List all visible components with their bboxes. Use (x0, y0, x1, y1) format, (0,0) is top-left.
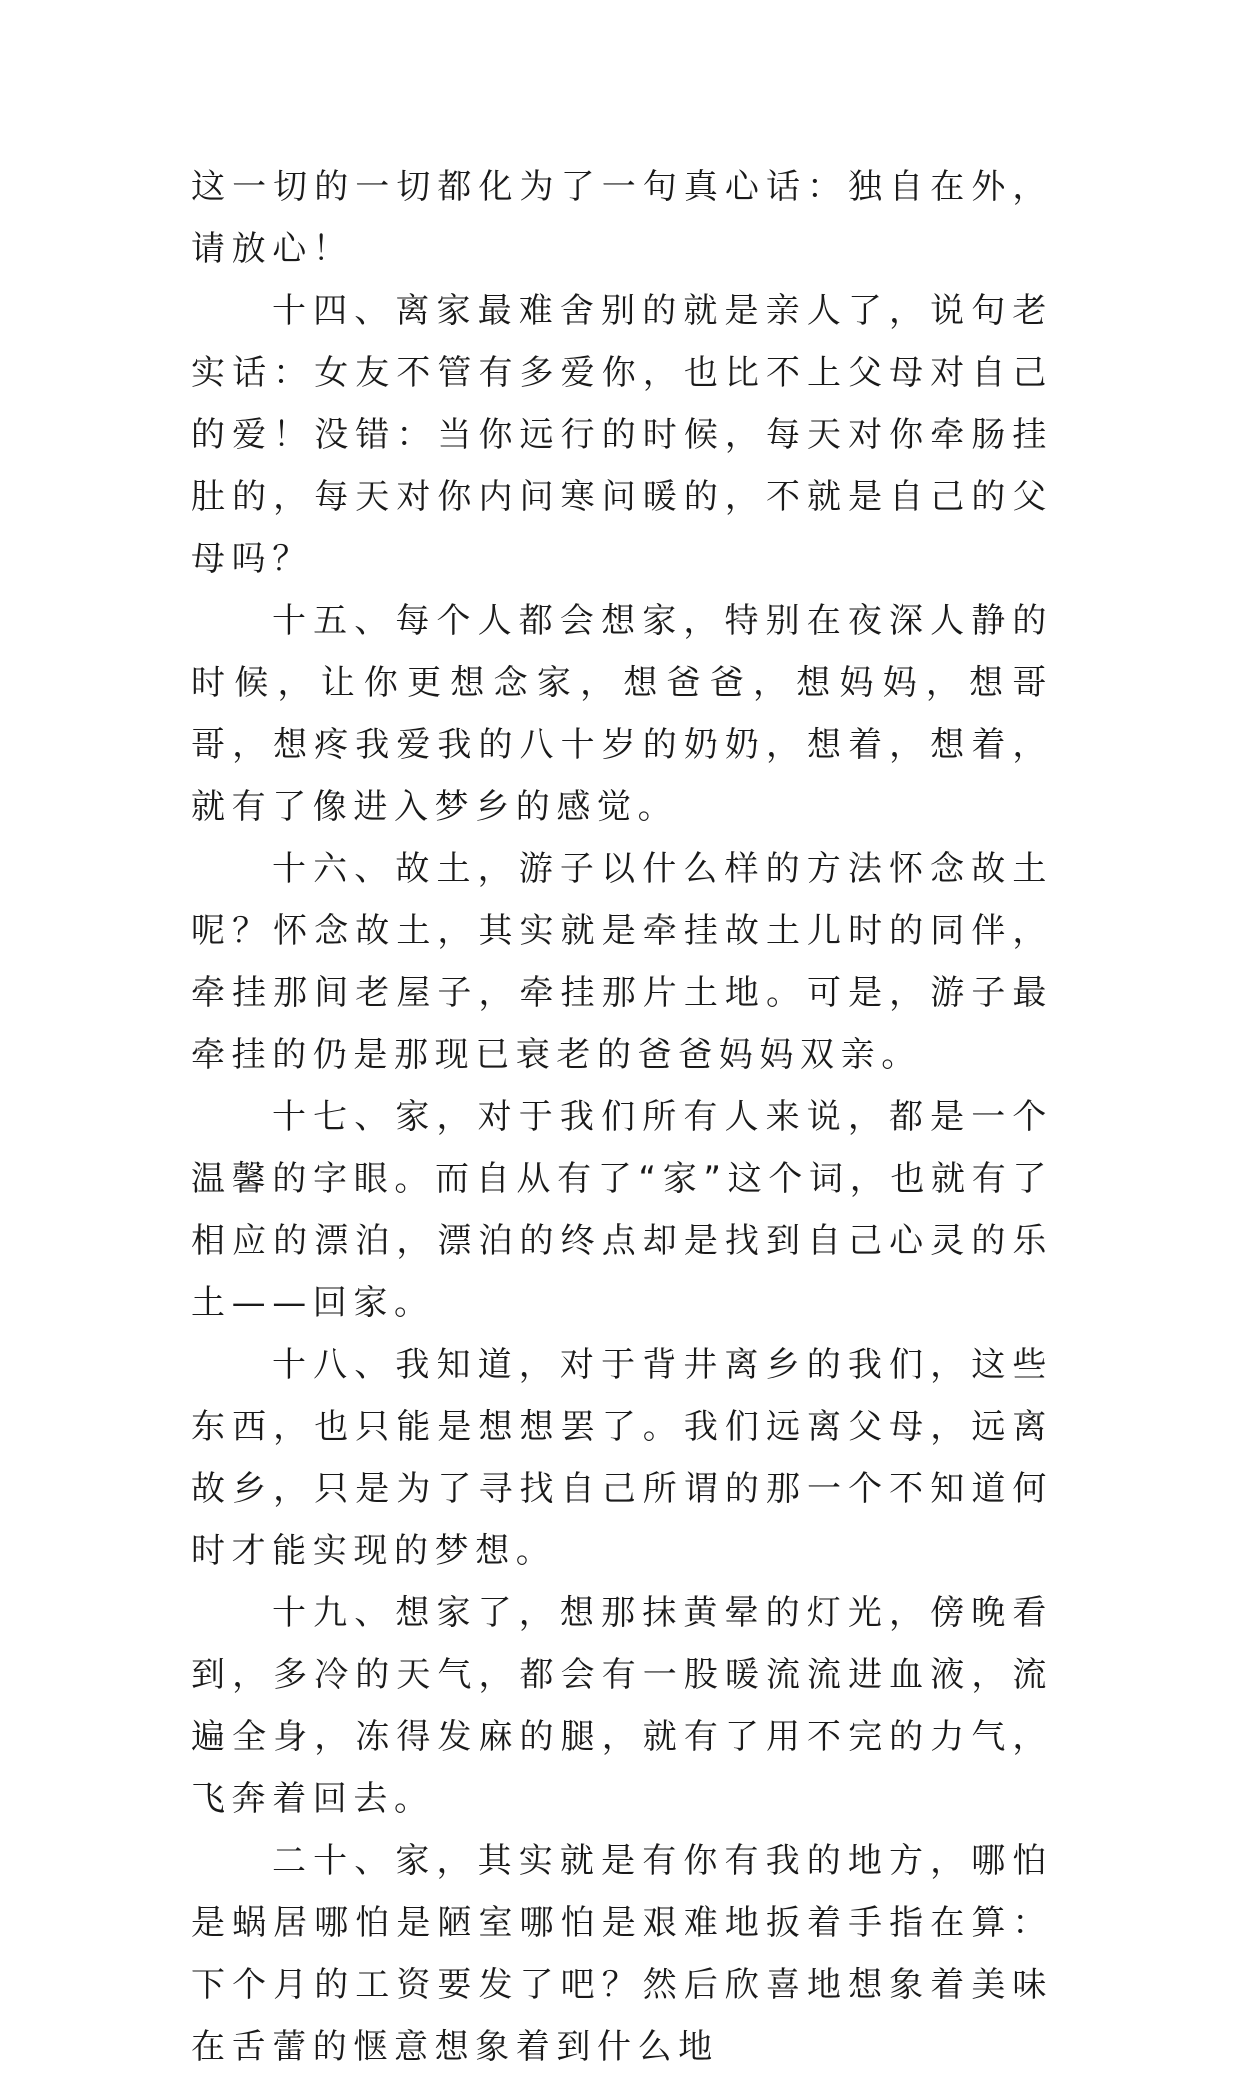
paragraph-15: 十五、每个人都会想家，特别在夜深人静的时候，让你更想念家，想爸爸，想妈妈，想哥哥，想疼我爱我的八十岁的奶奶，想着，想着，就有了像进入梦乡的感觉。 (191, 601, 1053, 827)
paragraph-18: 十八、我知道，对于背井离乡的我们，这些东西，也只能是想想罢了。我们远离父母，远离故乡，只是为了寻找自己所谓的那一个不知道何时才能实现的梦想。 (191, 1345, 1053, 1571)
paragraph-20: 二十、家，其实就是有你有我的地方，哪怕是蜗居哪怕是陋室哪怕是艰难地扳着手指在算：下个月的工资要发了吧？然后欣喜地想象着美味在舌蕾的惬意想象着到什么地 (191, 1841, 1053, 2067)
document-body (191, 156, 1053, 2078)
paragraph-17: 十七、家，对于我们所有人来说，都是一个温馨的字眼。而自从有了“家”这个词，也就有了相应的漂泊，漂泊的终点却是找到自己心灵的乐土——回家。 (191, 1097, 1053, 1323)
paragraph-14: 十四、离家最难舍别的就是亲人了，说句老实话：女友不管有多爱你，也比不上父母对自己的爱！没错：当你远行的时候，每天对你牵肠挂肚的，每天对你内问寒问暖的，不就是自己的父母吗？ (191, 291, 1053, 579)
paragraph-16: 十六、故土，游子以什么样的方法怀念故土呢？怀念故土，其实就是牵挂故土儿时的同伴，牵挂那间老屋子，牵挂那片土地。可是，游子最牵挂的仍是那现已衰老的爸爸妈妈双亲。 (191, 849, 1053, 1075)
paragraph-19: 十九、想家了，想那抹黄晕的灯光，傍晚看到，多冷的天气，都会有一股暖流流进血液，流遍全身，冻得发麻的腿，就有了用不完的力气，飞奔着回去。 (191, 1593, 1053, 1819)
paragraph-continuation: 这一切的一切都化为了一句真心话：独自在外，请放心！ (191, 167, 1053, 269)
